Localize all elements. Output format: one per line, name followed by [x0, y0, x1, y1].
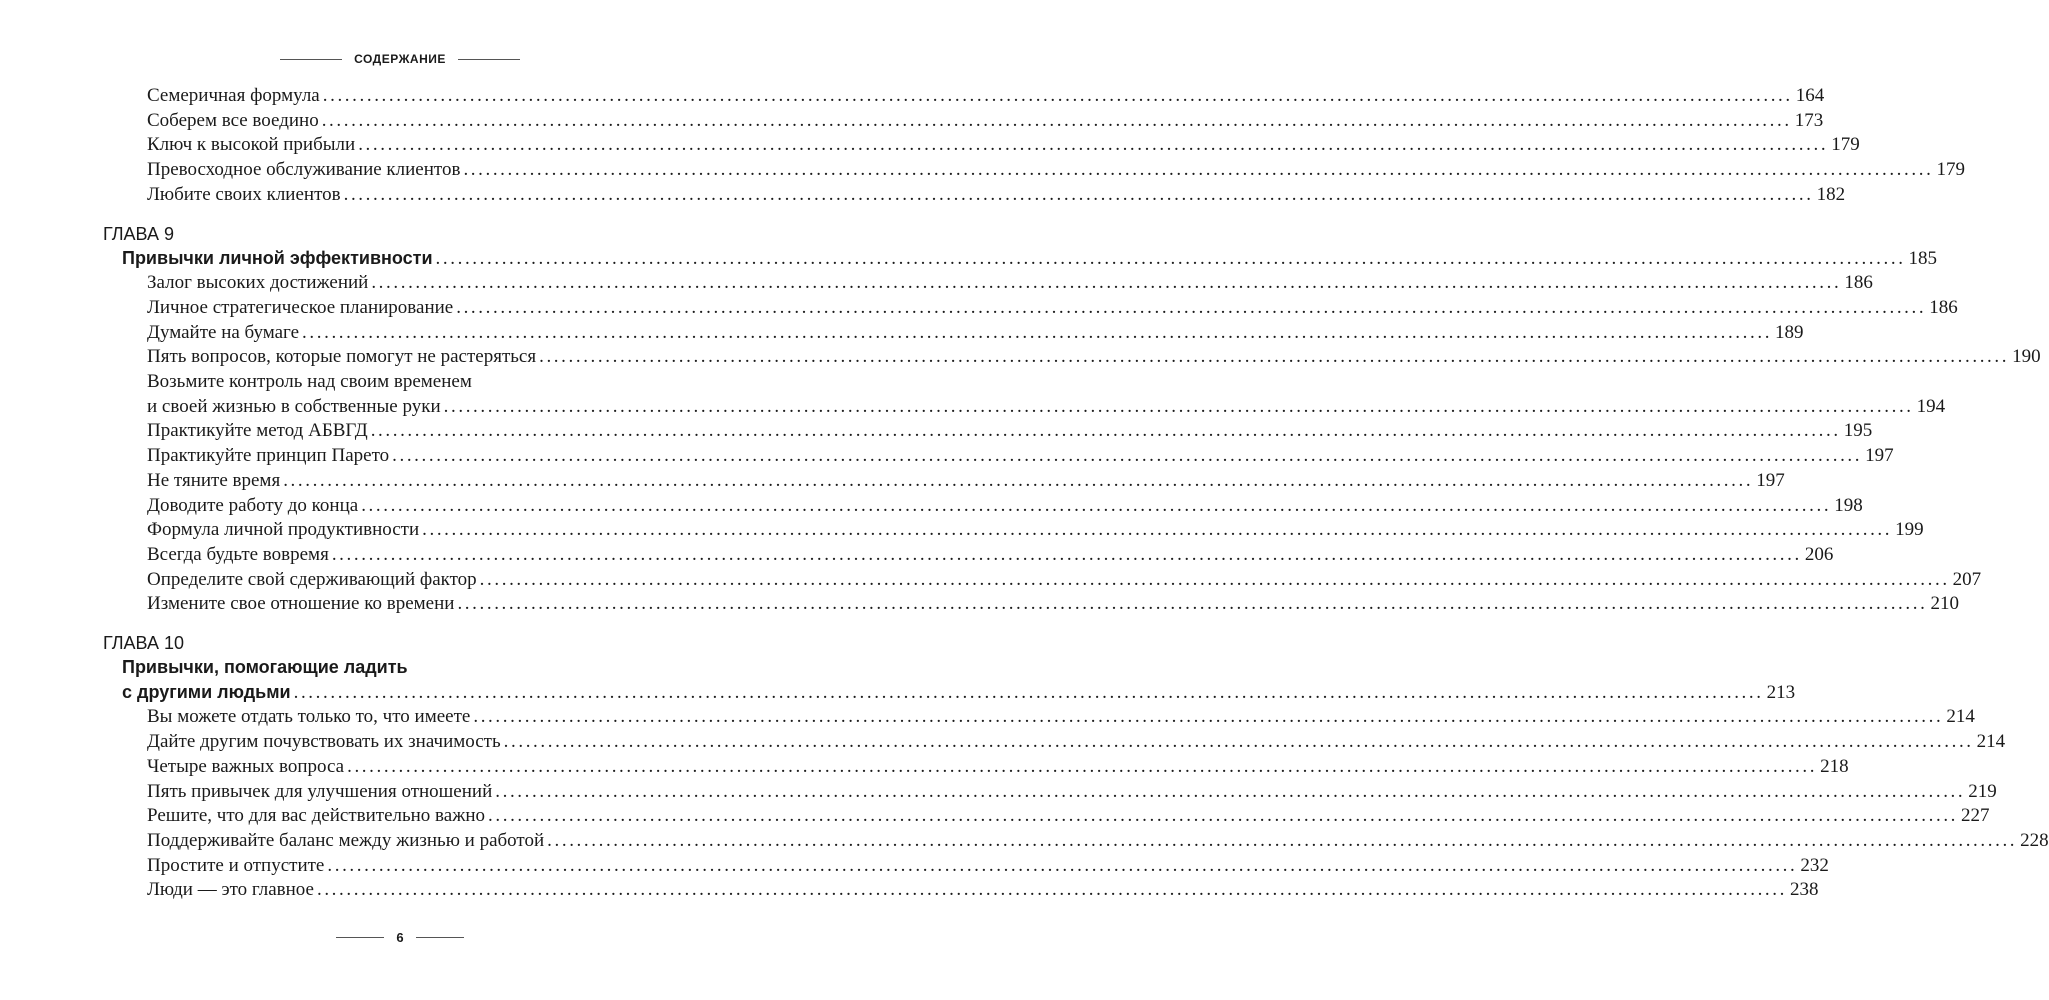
dot-leader: ........................................................................................................................................................................................................: [495, 780, 1966, 802]
chapter-9-title: [122, 246, 1938, 272]
page-footer: [0, 930, 800, 945]
chapter-page-number: 185: [1908, 247, 1938, 269]
dot-leader: ........................................................................................................................................................................................................: [293, 681, 1764, 703]
chapter-page-number: 213: [1766, 681, 1796, 703]
toc-entry-page: 186: [1929, 296, 1958, 318]
chapter-10-entries: [0, 705, 2049, 903]
toc-entry-title: Доводите работу до конца: [147, 494, 359, 516]
dot-leader: ........................................................................................................................................................................................................: [473, 706, 1944, 728]
dot-leader: ........................................................................................................................................................................................................: [503, 731, 1974, 753]
toc-entry-title: Практикуйте метод АБВГД: [147, 420, 368, 442]
toc-entry-title: Соберем все воедино: [147, 109, 319, 131]
toc-entry-page: 182: [1816, 183, 1846, 205]
toc-entry-page: 210: [1930, 593, 1959, 615]
toc-entry-title: Практикуйте принцип Парето: [147, 445, 390, 467]
toc-entry-title: Превосходное обслуживание клиентов: [147, 159, 461, 181]
toc-entry-page: 228: [2020, 829, 2049, 851]
toc-entry-title: Всегда будьте вовремя: [147, 543, 329, 565]
toc-entry-page: 218: [1820, 755, 1849, 777]
dot-leader: ........................................................................................................................................................................................................: [371, 272, 1842, 294]
toc-entry-title: Любите своих клиентов: [147, 183, 341, 205]
header-title: СОДЕРЖАНИЕ: [354, 52, 446, 66]
page-number: 6: [396, 930, 404, 945]
table-of-contents: [0, 84, 2049, 903]
toc-entry-page: 219: [1968, 780, 1997, 802]
header-rule-right: [458, 59, 520, 60]
dot-leader: ........................................................................................................................................................................................................: [331, 543, 1802, 565]
dot-leader: ........................................................................................................................................................................................................: [321, 109, 1792, 131]
toc-entry-page: 173: [1794, 109, 1824, 131]
toc-entry-title: Ключ к высокой прибыли: [147, 134, 356, 156]
toc-entry: [147, 158, 1965, 183]
toc-entry-title: и своей жизнью в собственные руки: [147, 395, 441, 417]
dot-leader: ........................................................................................................................................................................................................: [539, 346, 2010, 368]
dot-leader: ........................................................................................................................................................................................................: [479, 568, 1950, 590]
toc-entry-page: 197: [1756, 469, 1785, 491]
toc-entry: [147, 854, 1829, 879]
dot-leader: ........................................................................................................................................................................................................: [392, 445, 1863, 467]
toc-entry-title: Не тяните время: [147, 469, 281, 491]
toc-entry-page: 195: [1843, 420, 1873, 442]
dot-leader: ........................................................................................................................................................................................................: [443, 395, 1914, 417]
toc-entry-title: Четыре важных вопроса: [147, 755, 345, 777]
chapter-title-text: с другими людьми: [122, 681, 291, 702]
toc-entry: [147, 183, 1846, 208]
toc-entry-page: 164: [1795, 85, 1825, 106]
toc-entry-page: 190: [2012, 346, 2041, 368]
dot-leader: ........................................................................................................................................................................................................: [463, 159, 1934, 181]
toc-entry: [147, 419, 1873, 444]
toc-entry: [147, 780, 1997, 805]
toc-entry: [147, 296, 1958, 321]
toc-entry: [147, 592, 1959, 617]
chapter-10-title-line1: Привычки, помогающие ладить: [122, 657, 408, 678]
toc-entry-title: Решите, что для вас действительно важно: [147, 805, 486, 827]
dot-leader: ........................................................................................................................................................................................................: [358, 134, 1829, 156]
toc-entry: [147, 829, 2049, 854]
toc-entry: [147, 345, 2041, 370]
dot-leader: ........................................................................................................................................................................................................: [322, 85, 1793, 106]
footer-rule-left: [336, 937, 384, 938]
toc-entry-page: 238: [1789, 879, 1819, 901]
chapter-10-title: [122, 680, 1796, 706]
dot-leader: ........................................................................................................................................................................................................: [488, 805, 1959, 827]
toc-entry: [147, 321, 1804, 346]
toc-entry: [147, 133, 1860, 158]
toc-entry-title: Простите и отпустите: [147, 854, 325, 876]
toc-entry-page: 207: [1952, 568, 1982, 590]
toc-entry-title: Формула личной продуктивности: [147, 519, 420, 541]
dot-leader: ........................................................................................................................................................................................................: [361, 494, 1832, 516]
dot-leader: ........................................................................................................................................................................................................: [316, 879, 1787, 901]
dot-leader: ........................................................................................................................................................................................................: [347, 755, 1818, 777]
toc-entry-page: 179: [1831, 134, 1860, 156]
toc-entry: [147, 878, 1819, 903]
running-header: [0, 52, 800, 66]
toc-entry: [147, 84, 1825, 109]
toc-entry-page: 206: [1804, 543, 1834, 565]
toc-entry: [147, 494, 1863, 519]
toc-entry: [147, 568, 1982, 593]
toc-entry-page: 198: [1834, 494, 1863, 516]
toc-entry-title: Личное стратегическое планирование: [147, 296, 454, 318]
toc-entry-title: Дайте другим почувствовать их значимость: [147, 731, 501, 753]
toc-entry-title: Измените свое отношение ко времени: [147, 593, 455, 615]
toc-entry-title: Залог высоких достижений: [147, 272, 369, 294]
toc-entry: [147, 444, 1894, 469]
toc-entry-page: 197: [1865, 445, 1894, 467]
dot-leader: ........................................................................................................................................................................................................: [435, 247, 1906, 269]
dot-leader: ........................................................................................................................................................................................................: [456, 296, 1927, 318]
toc-entry: [147, 469, 1785, 494]
toc-entry-title: Поддерживайте баланс между жизнью и работой: [147, 829, 545, 851]
chapter-9-label: ГЛАВА 9: [103, 223, 174, 244]
toc-entry-title: Вы можете отдать только то, что имеете: [147, 706, 471, 728]
dot-leader: ........................................................................................................................................................................................................: [370, 420, 1841, 442]
toc-entry: [147, 730, 2006, 755]
toc-entry: [147, 804, 1990, 829]
toc-entry-page: 232: [1800, 854, 1829, 876]
dot-leader: ........................................................................................................................................................................................................: [327, 854, 1798, 876]
dot-leader: ........................................................................................................................................................................................................: [302, 321, 1773, 343]
toc-entry-page: 189: [1775, 321, 1804, 343]
toc-entry-page: 186: [1844, 272, 1873, 294]
toc-entry-line1: Возьмите контроль над своим временем: [147, 371, 472, 393]
dot-leader: ........................................................................................................................................................................................................: [457, 593, 1928, 615]
chapter-title-text: Привычки личной эффективности: [122, 247, 433, 268]
dot-leader: ........................................................................................................................................................................................................: [343, 183, 1814, 205]
toc-entry-page: 227: [1961, 805, 1990, 827]
toc-entry-page: 194: [1916, 395, 1946, 417]
toc-entry-page: 214: [1976, 731, 2006, 753]
toc-entry: [147, 543, 1834, 568]
toc-entry-page: 179: [1936, 159, 1965, 181]
toc-entry-title: Пять привычек для улучшения отношений: [147, 780, 493, 802]
footer-rule-right: [416, 937, 464, 938]
dot-leader: ........................................................................................................................................................................................................: [547, 829, 2018, 851]
dot-leader: ........................................................................................................................................................................................................: [283, 469, 1754, 491]
toc-entry: [147, 271, 1873, 296]
toc-entry: [147, 109, 1824, 134]
toc-entry-page: 214: [1946, 706, 1975, 728]
header-rule-left: [280, 59, 342, 60]
toc-entry: [147, 705, 1975, 730]
toc-entry-title: Люди — это главное: [147, 879, 314, 901]
toc-entry: [147, 395, 1946, 420]
toc-entry-title: Семеричная формула: [147, 85, 320, 106]
toc-entry-title: Определите свой сдерживающий фактор: [147, 568, 477, 590]
top-entries: [0, 84, 1965, 208]
dot-leader: ........................................................................................................................................................................................................: [422, 519, 1893, 541]
toc-entry-title: Пять вопросов, которые помогут не растеряться: [147, 346, 537, 368]
toc-entry: [147, 755, 1849, 780]
toc-entry-page: 199: [1895, 519, 1924, 541]
toc-entry: [147, 518, 1924, 543]
chapter-9-entries: [0, 271, 2041, 617]
chapter-10-label: ГЛАВА 10: [103, 633, 184, 654]
toc-entry-title: Думайте на бумаге: [147, 321, 300, 343]
